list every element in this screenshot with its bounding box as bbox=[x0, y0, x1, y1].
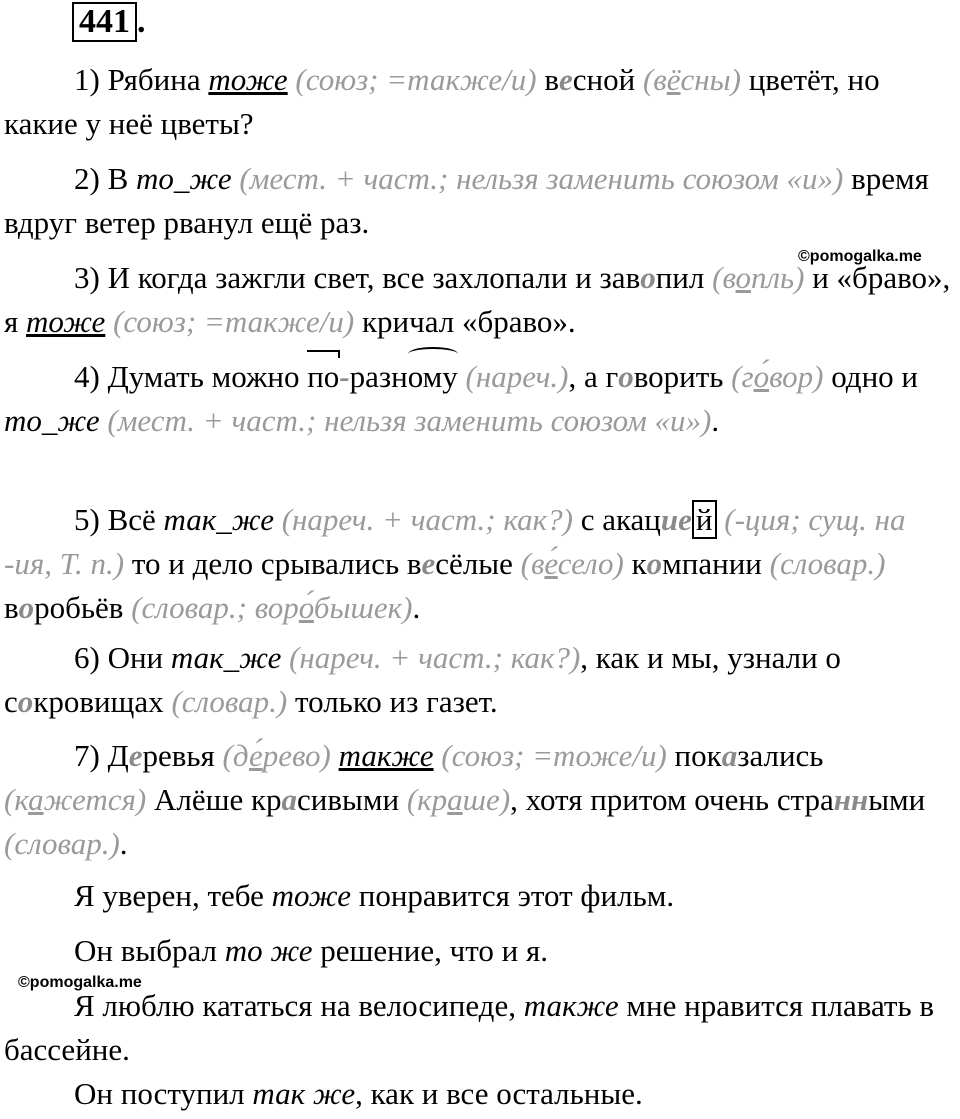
example-3: Я люблю кататься на велосипеде, также мне нравится плавать в бассейне. bbox=[4, 988, 934, 1067]
word-tozhe: тоже bbox=[208, 62, 288, 97]
word-to-zhe: то_же bbox=[136, 161, 232, 196]
sentence-4: 4) Думать можно по-разному (нареч.), а говорить (го́вор) одно и то_же (мест. + част.; нельзя заменить союзом «и»). bbox=[4, 355, 956, 443]
sentence-2: 2) В то_же (мест. + част.; нельзя заменить союзом «и») время вдруг ветер рванул ещё раз. bbox=[4, 161, 929, 240]
example-4: Он поступил так же, как и все остальные. bbox=[74, 1076, 643, 1111]
exercise-number: 441 . bbox=[72, 2, 146, 42]
sentence-3: 3) И когда зажгли свет, все захлопали и завопил (вопль) и «браво», я тоже (союз; =также/и) кричал «браво». bbox=[4, 260, 951, 339]
suffix-arc-mark: ому bbox=[408, 355, 458, 399]
word-tozhe: тоже bbox=[26, 304, 106, 339]
sentence-6: 6) Они так_же (нареч. + част.; как?), как и мы, узнали о сокровищах (словар.) только из газет. bbox=[4, 640, 841, 719]
watermark: ©pomogalka.me bbox=[18, 974, 142, 991]
word-tak-zhe: так_же bbox=[170, 640, 282, 675]
example-1: Я уверен, тебе тоже понравится этот фильм. bbox=[74, 878, 675, 913]
sentence-7: 7) Деревья (де́рево) также (союз; =тоже/и) показались (кажется) Алёше красивыми (краше), хотя притом очень странными (словар.). bbox=[4, 738, 926, 861]
example-2: Он выбрал то же решение, что и я. bbox=[74, 933, 548, 968]
word-to-zhe: то_же bbox=[4, 403, 100, 438]
prefix-mark: по bbox=[307, 355, 339, 399]
word-tak-zhe: так_же bbox=[163, 502, 274, 537]
sentence-5: 5) Всё так_же (нареч. + част.; как?) с акацие й (-ция; сущ. на -ия, Т. п.) то и дело срывались весёлые (ве́село) компании (словар.) воробьёв (словар.; воро́бышек). bbox=[4, 502, 906, 625]
ending-box: й bbox=[692, 500, 717, 539]
watermark: ©pomogalka.me bbox=[798, 248, 922, 265]
word-takzhe: также bbox=[338, 738, 434, 773]
sentence-1: 1) Рябина тоже (союз; =также/и) весной (вёсны) цветёт, но какие у неё цветы? bbox=[4, 62, 880, 141]
exercise-number-box: 441 bbox=[72, 2, 137, 42]
